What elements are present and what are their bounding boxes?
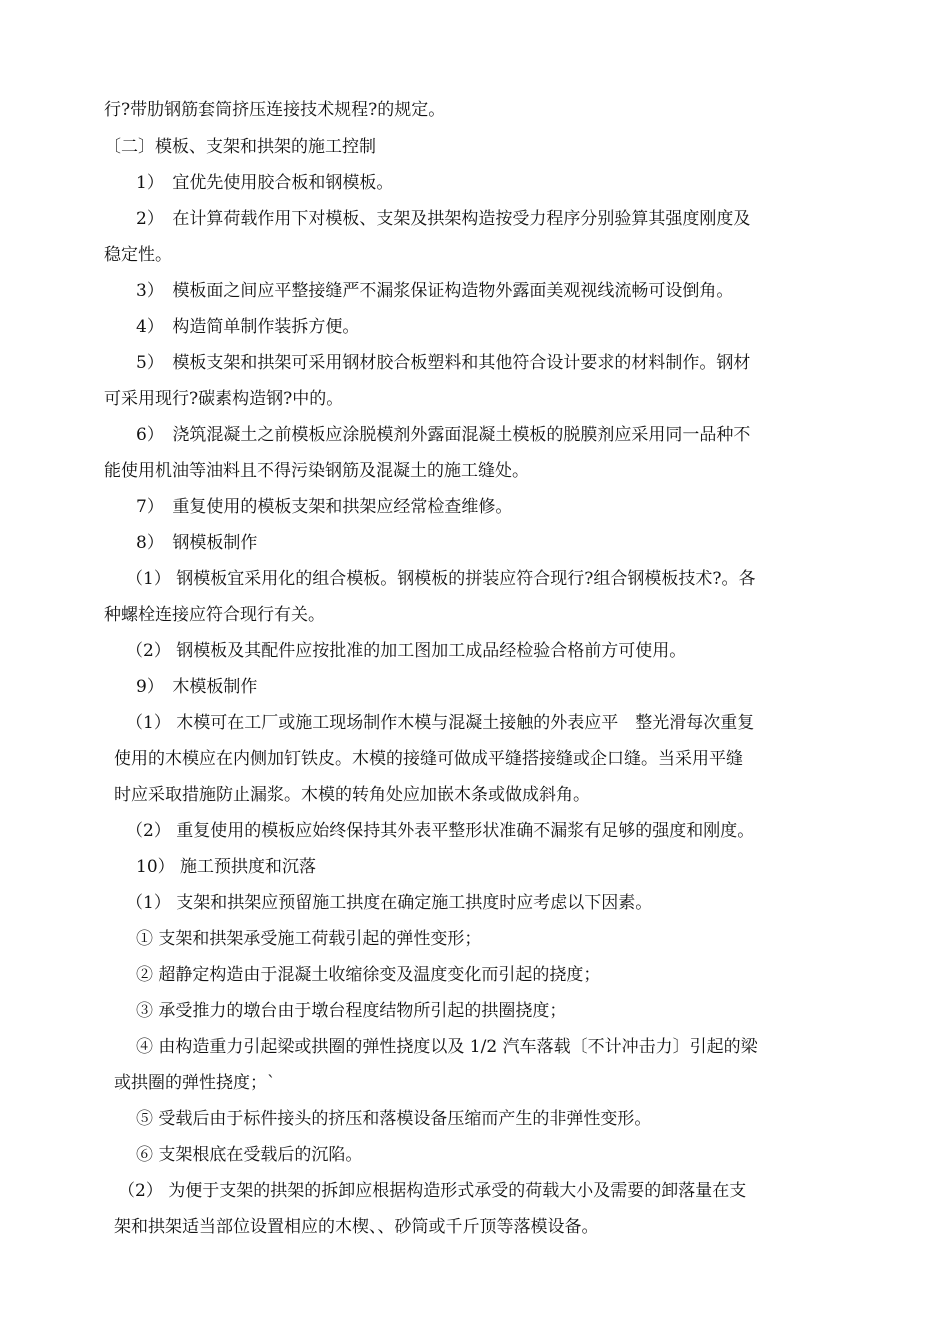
text-line: 8） 钢模板制作: [136, 533, 258, 553]
text-line: ① 支架和拱架承受施工荷载引起的弹性变形；: [136, 929, 482, 949]
text-line: 6） 浇筑混凝土之前模板应涂脱模剂外露面混凝土模板的脱膜剂应采用同一品种不: [136, 425, 751, 445]
text-line: 5） 模板支架和拱架可采用钢材胶合板塑料和其他符合设计要求的材料制作。钢材: [136, 353, 751, 373]
text-line: 4） 构造简单制作装拆方便。: [136, 317, 360, 337]
text-line: 使用的木模应在内侧加钉铁皮。木模的接缝可做成平缝搭接缝或企口缝。当采用平缝: [114, 749, 743, 769]
text-line: 可采用现行?碳素构造钢?中的。: [104, 389, 344, 409]
text-line: ⑤ 受载后由于标件接头的挤压和落模设备压缩而产生的非弹性变形。: [136, 1109, 652, 1129]
text-line: ⑥ 支架根底在受载后的沉陷。: [136, 1145, 363, 1165]
text-line: 或拱圈的弹性挠度；`: [114, 1073, 276, 1093]
text-line: 2） 在计算荷载作用下对模板、支架及拱架构造按受力程序分别验算其强度刚度及: [136, 209, 751, 229]
text-line: （1） 钢模板宜采用化的组合模板。钢模板的拼装应符合现行?组合钢模板技术?。各: [126, 569, 756, 589]
text-line: ③ 承受推力的墩台由于墩台程度结物所引起的拱圈挠度；: [136, 1001, 567, 1021]
text-line: 稳定性。: [104, 245, 172, 265]
text-line: ④ 由构造重力引起梁或拱圈的弹性挠度以及 1/2 汽车落载〔不计冲击力〕引起的梁: [136, 1037, 758, 1057]
text-line: 7） 重复使用的模板支架和拱架应经常检查维修。: [136, 497, 513, 517]
text-line: （2） 钢模板及其配件应按批准的加工图加工成品经检验合格前方可使用。: [126, 641, 687, 661]
text-line: 能使用机油等油料且不得污染钢筋及混凝土的施工缝处。: [104, 461, 529, 481]
text-line: 9） 木模板制作: [136, 677, 258, 697]
text-line: （2） 重复使用的模板应始终保持其外表平整形状准确不漏浆有足够的强度和刚度。: [126, 821, 755, 841]
text-line: 时应采取措施防止漏浆。木模的转角处应加嵌木条或做成斜角。: [114, 785, 590, 805]
text-line: 1） 宜优先使用胶合板和钢模板。: [136, 173, 394, 193]
section-heading: 〔二〕模板、支架和拱架的施工控制: [104, 137, 376, 157]
text-line: （1） 支架和拱架应预留施工拱度在确定施工拱度时应考虑以下因素。: [126, 893, 653, 913]
text-line: 架和拱架适当部位设置相应的木楔、、砂筒或千斤顶等落模设备。: [114, 1217, 599, 1237]
text-line: （1） 木模可在工厂或施工现场制作木模与混凝土接触的外表应平 整光滑每次重复: [126, 713, 755, 733]
text-line: （2） 为便于支架的拱架的拆卸应根据构造形式承受的荷载大小及需要的卸落量在支: [118, 1181, 747, 1201]
text-line: 种螺栓连接应符合现行有关。: [104, 605, 325, 625]
text-line: 行?带肋钢筋套筒挤压连接技术规程?的规定。: [104, 100, 446, 120]
text-line: 3） 模板面之间应平整接缝严不漏浆保证构造物外露面美观视线流畅可设倒角。: [136, 281, 734, 301]
text-line: 10） 施工预拱度和沉落: [136, 857, 317, 877]
text-line: ② 超静定构造由于混凝土收缩徐变及温度变化而引起的挠度；: [136, 965, 601, 985]
